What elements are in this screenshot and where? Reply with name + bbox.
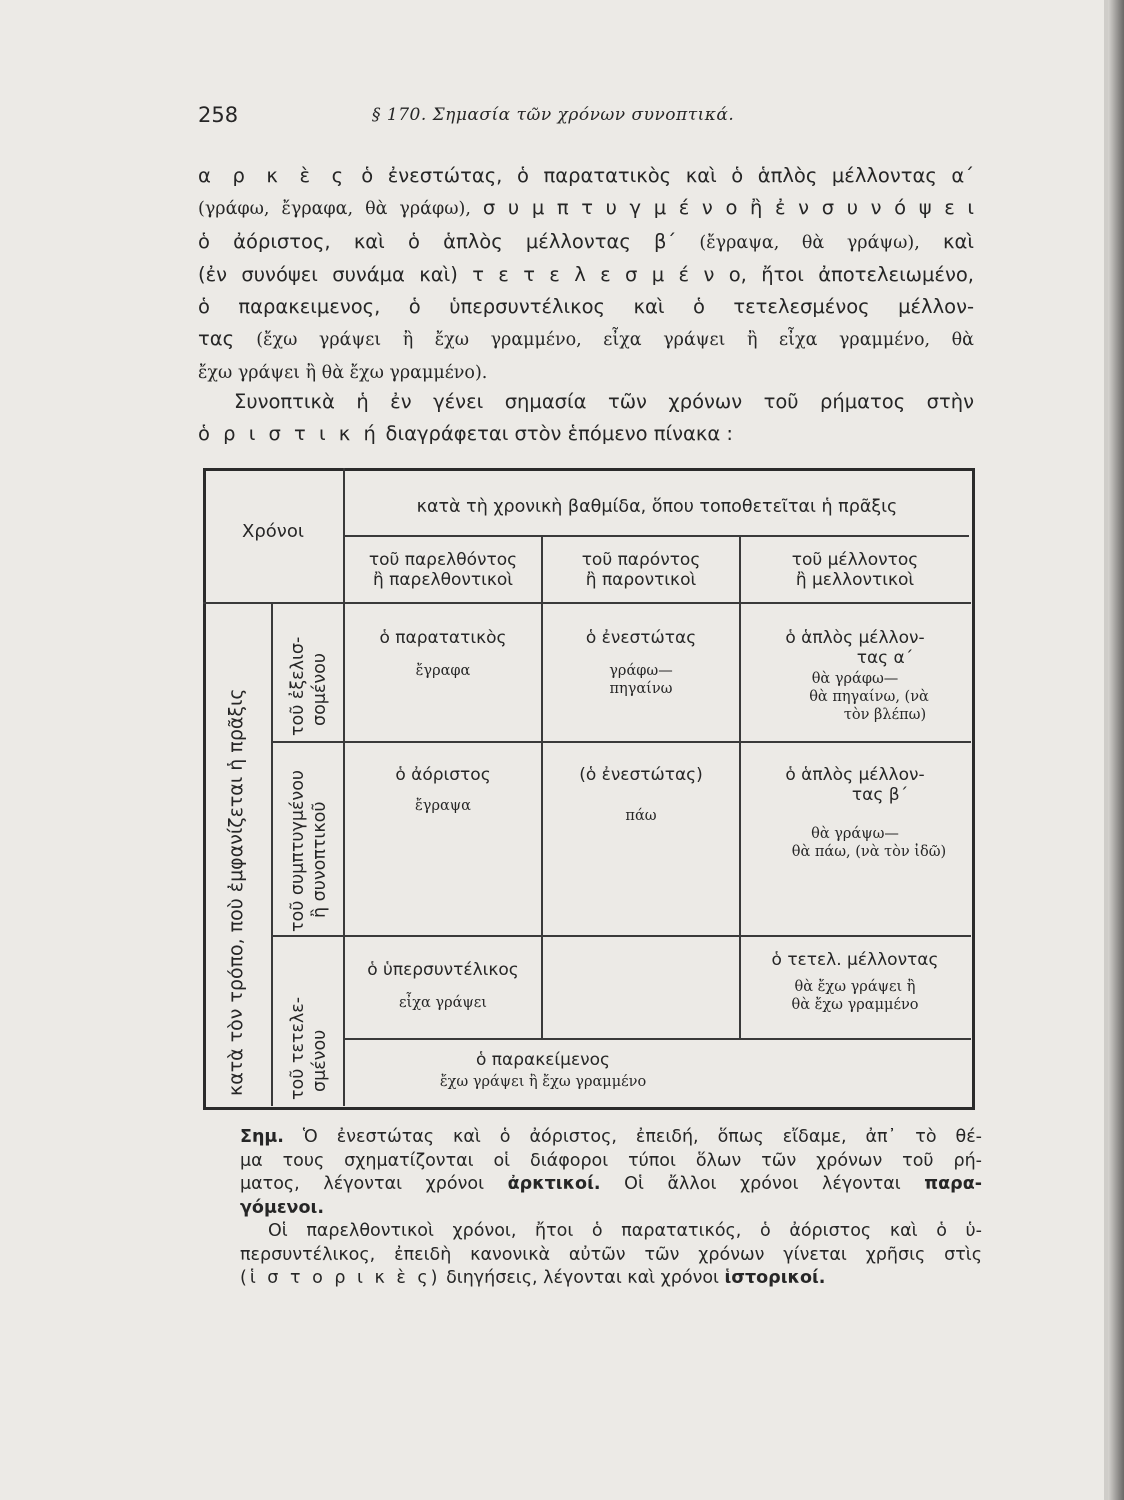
text-line: (ἱ σ τ ο ρ ι κ ὲ ς) διηγήσεις, λέγονται καὶ χρόνοι ἱστορικοί.	[240, 1268, 826, 1288]
text-line: Σημ. Ὁ ἐνεστώτας καὶ ὁ ἀόριστος, ἐπειδή, ὅπως εἴδαμε, ἀπ᾽ τὸ θέ-	[240, 1127, 982, 1147]
text-line: (ἐν συνόψει συνάμα καὶ) τ ε τ ε λ ε σ μ έ ν ο, ἤτοι ἀποτελειωμένο,	[198, 262, 974, 286]
text-line: τας (ἔχω γράψει ἢ ἔχω γραμμένο, εἶχα γράψει ἢ εἶχα γραμμένο, θὰ	[198, 327, 974, 351]
group-label-progressive: τοῦ ἐξελισ- σομένου	[288, 636, 330, 736]
text-line: Συνοπτικὰ ἡ ἐν γένει σημασία τῶν χρόνων τοῦ ρήματος στὴν	[234, 390, 974, 413]
text-line: μα τους σχηματίζονται οἱ διάφοροι τύποι ὅλων τῶν χρόνων τοῦ ρή-	[240, 1150, 982, 1171]
text-line: ἔχω γράψει ἢ θὰ ἔχω γραμμένο).	[198, 362, 488, 383]
rule	[273, 935, 971, 937]
text-line: (γράφω, ἔγραφα, θὰ γράφω), σ υ μ π τ υ γ μ έ ν ο ἢ ἐ ν σ υ ν ό ψ ε ι	[198, 196, 974, 220]
cell-present: ὁ ἐνεστώτας γράφω— πηγαίνω	[585, 628, 697, 697]
text-line: ὁ ἀόριστος, καὶ ὁ ἁπλὸς μέλλοντας β´ (ἔγραψα, θὰ γράψω), καὶ	[198, 229, 974, 253]
cell-imperfect: ὁ παρατατικὸς ἔγραφα	[379, 628, 507, 679]
cell-pluperfect: ὁ ὑπερσυντέλικος εἶχα γράψει	[367, 960, 519, 1011]
rule	[345, 1038, 971, 1040]
text-line: ματος, λέγονται χρόνοι ἀρκτικοί. Οἱ ἄλλοι χρόνοι λέγονται παρα-	[240, 1174, 982, 1194]
rule	[203, 602, 971, 604]
row-axis-label: κατὰ τὸν τρόπο, ποὺ ἐμφανίζεται ἡ πρᾶξις	[225, 688, 247, 1096]
rule	[345, 535, 969, 537]
paragraph-1	[198, 160, 974, 389]
cell-aorist: ὁ ἀόριστος ἔγραψα	[395, 765, 491, 814]
text-line: περσυντέλικος, ἐπειδὴ κανονικὰ αὐτῶν τῶν χρόνων γίνεται χρῆσις στὶς	[240, 1244, 982, 1265]
corner-label: Χρόνοι	[242, 521, 304, 542]
rule	[273, 741, 971, 743]
text-line: α ρ κ ὲ ς ὁ ἐνεστώτας, ὁ παρατατικὸς καὶ ὁ ἁπλὸς μέλλοντας α´	[198, 164, 974, 187]
text-line: Οἱ παρελθοντικοὶ χρόνοι, ἤτοι ὁ παρατατικός, ὁ ἀόριστος καὶ ὁ ὑ-	[268, 1221, 982, 1241]
time-axis-header: κατὰ τὴ χρονικὴ βαθμίδα, ὅπου τοποθετεῖται ἡ πρᾶξις	[416, 497, 898, 517]
column-header-past: τοῦ παρελθόντος ἢ παρελθοντικοὶ	[368, 550, 518, 590]
text-line: γόμενοι.	[240, 1197, 324, 1218]
cell-simple-future-a: ὁ ἁπλὸς μέλλον- τας α´ θὰ γράφω— θὰ πηγαίνω, (νὰ τὸν βλέπω)	[785, 628, 929, 723]
text-line: ὁ παρακειμενος, ὁ ὑπερσυντέλικος καὶ ὁ τετελεσμένος μέλλον-	[198, 295, 974, 319]
group-label-perfect: τοῦ τετελε- σμένου	[288, 996, 330, 1100]
column-header-future: τοῦ μέλλοντος ἢ μελλοντικοὶ	[791, 550, 919, 590]
cell-perfect: ὁ παρακείμενος ἔχω γράψει ἢ ἔχω γραμμένο	[439, 1050, 647, 1090]
running-head: § 170. Σημασία τῶν χρόνων συνοπτικά.	[372, 105, 735, 125]
group-label-condensed: τοῦ συμπτυγμένου ἢ συνοπτικοῦ	[288, 769, 330, 932]
text-line: ὁ ρ ι σ τ ι κ ή διαγράφεται στὸν ἑπόμενο πίνακα :	[198, 422, 734, 446]
tense-table	[203, 468, 975, 1109]
footnote	[240, 1126, 982, 1291]
page-number: 258	[198, 103, 239, 127]
cell-present-condensed: (ὁ ἐνεστώτας) πάω	[579, 765, 703, 824]
book-spine-edge	[1108, 0, 1124, 1500]
cell-simple-future-b: ὁ ἁπλὸς μέλλον- τας β´ θὰ γράψω— θὰ πάω, (νὰ τὸν ἰδῶ)	[785, 765, 947, 860]
column-header-present: τοῦ παρόντος ἢ παροντικοὶ	[581, 550, 701, 590]
rule	[271, 602, 273, 1106]
cell-future-perfect: ὁ τετελ. μέλλοντας θὰ ἔχω γράψει ἢ θὰ ἔχω γραμμένο	[771, 950, 939, 1013]
paragraph-2	[198, 386, 974, 451]
